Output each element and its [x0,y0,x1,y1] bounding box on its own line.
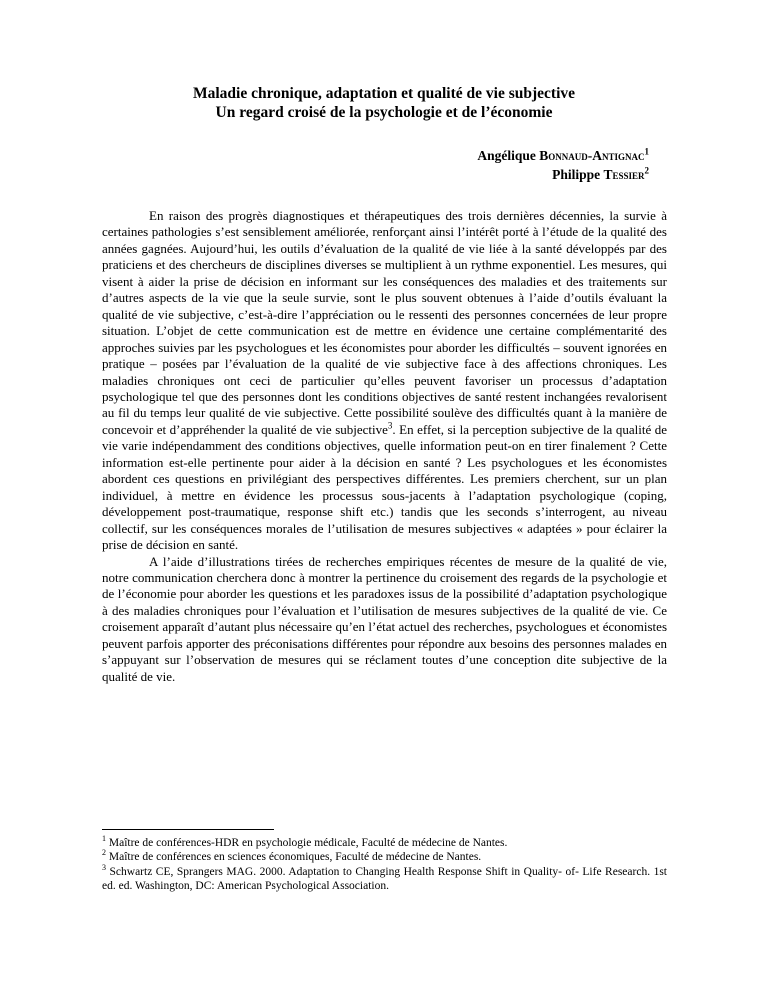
paragraph-2: A l’aide d’illustrations tirées de recherches empiriques récentes de mesure de la qualité de vie, notre communication cherchera donc à montrer la pertinence du croisement des regards de la psychologie et de l’économie pour aborder les questions et les paradoxes issus de la possibilité d’adaptation psychologique à des maladies chroniques pour l’évaluation et l’utilisation de mesures subjectives de la qualité de vie. Ce croisement apparaît d’autant plus nécessaire qu’en l’état actuel des recherches, psychologues et économistes peuvent parfois apporter des préconisations différentes pour répondre aux besoins des personnes malades en s’appuyant sur l’observation de mesures qui se réclament toutes d’une conception dite subjective de la qualité de vie. [102,553,667,684]
title-line-2: Un regard croisé de la psychologie et de l’économie [215,104,553,121]
title-line-1: Maladie chronique, adaptation et qualité de vie subjective [192,85,576,102]
footnotes [102,836,667,894]
footnote-1-text: Maître de conférences-HDR en psychologie médicale, Faculté de médecine de Nantes. [108,837,508,849]
paragraph-1-footnote-mark: 3 [387,420,393,431]
footnote-3 [102,862,668,894]
author-1-last-name: Bonnaud-Antignac [539,148,645,163]
abstract-body [102,208,667,685]
footnote-separator [102,829,274,830]
footnote-3-mark: 3 [102,862,106,872]
document-title [100,84,668,122]
footnote-1-mark: 1 [102,834,106,844]
author-1-footnote-mark: 1 [644,146,649,157]
paragraph-1-part-1: En raison des progrès diagnostiques et thérapeutiques des trois dernières décennies, la survie à certaines pathologies s’est sensiblement améliorée, renforçant ainsi l’intérêt porté à l’étude de la qualité des années gagnées. Aujourd’hui, les outils d’évaluation de la qualité de vie liée à la santé développés par des praticiens et des chercheurs de disciplines diverses se multiplient à un rythme exponentiel. Les mesures, qui visent à aider la prise de décision en informant sur les conséquences des maladies et des traitements sur d’autres aspects de la vie que la seule survie, sont le plus souvent obtenues à l’aide d’outils évaluant la qualité de vie subjective, c’est-à-dire l’appréciation ou le ressenti des personnes concernées de leur propre situation. L’objet de cette communication est de mettre en évidence une certaine complémentarité des approches suivies par les psychologues et les économistes pour aborder les difficultés – souvent ignorées en pratique – posées par l’évaluation de la qualité de vie subjective face à des affections chroniques. Les maladies chroniques ont ceci de particulier qu’elles peuvent favoriser un processus d’adaptation psychologique tel que des personnes dont les conditions objectives de santé restent inchangées revalorisent au fil du temps leur qualité de vie subjective. Cette possibilité soulève des difficultés quant à la manière de concevoir et d’appréhender la qualité de vie subjective [102,208,667,437]
author-2 [477,165,649,184]
footnote-3-text: Schwartz CE, Sprangers MAG. 2000. Adaptation to Changing Health Response Shift in Quality- of- Life Research. 1st ed. ed. Washington, DC: American Psychological Association. [102,865,668,893]
footnote-2-mark: 2 [102,848,106,858]
footnote-2-text: Maître de conférences en sciences économiques, Faculté de médecine de Nantes. [108,851,482,864]
author-1-first-name: Angélique [477,148,536,163]
author-block [477,146,649,184]
author-2-first-name: Philippe [552,167,601,182]
footnote-2 [102,850,667,864]
author-2-footnote-mark: 2 [644,165,649,176]
author-2-last-name: Tessier [603,167,645,182]
author-1 [477,146,649,165]
paragraph-1-part-2: . En effet, si la perception subjective de la qualité de vie varie indépendamment des conditions objectives, quelle information peut-on en tirer finalement ? Cette information est-elle pertinente pour aider à la décision en santé ? Les psychologues et les économistes abordent ces questions en privilégiant des perspectives différentes. Les premiers cherchent, sur un plan individuel, à mettre en évidence les processus sous-jacents à l’adaptation psychologique (coping, développement post-traumatique, response shift etc.) tandis que les seconds s’interrogent, au niveau collectif, sur les conséquences morales de l’utilisation de mesures subjectives « adaptées » pour éclairer la prise de décision en santé. [102,421,667,553]
paragraph-1 [102,208,667,554]
footnote-1 [102,836,667,850]
